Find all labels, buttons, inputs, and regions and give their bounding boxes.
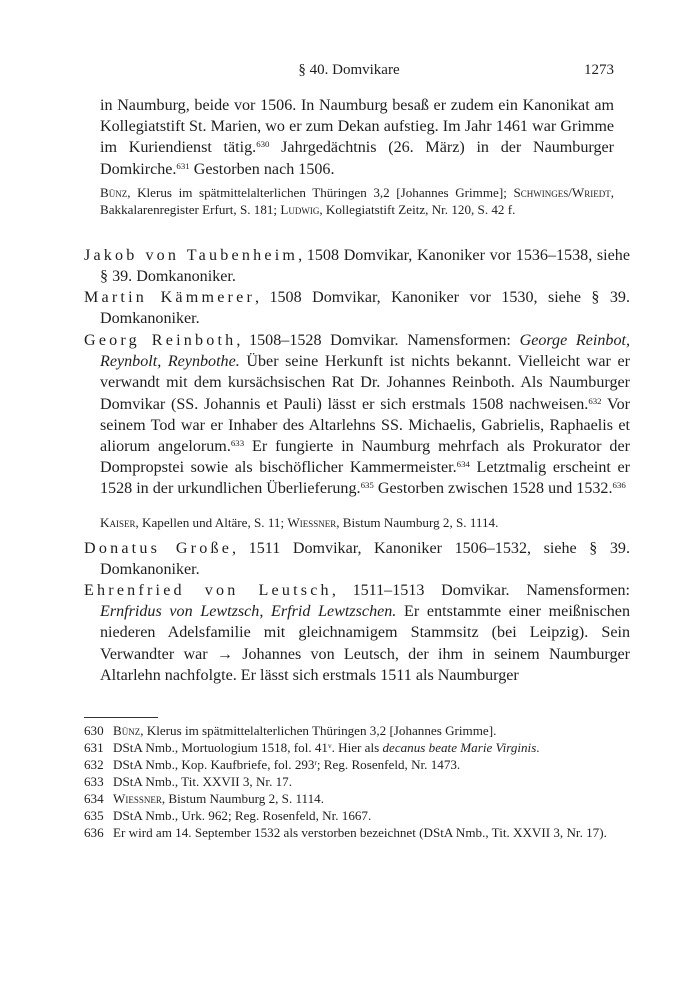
footnote-ref[interactable]: 634	[456, 459, 470, 470]
footnote: 631 DStA Nmb., Mortuologium 1518, fol. 41$^v$. Hier als decanus beate Marie Virginis.	[84, 740, 540, 755]
entry-martin-kaemmerer: Martin Kämmerer, 1508 Domvikar, Kanoniker vor 1530, siehe § 39. Domkanoniker.	[84, 289, 630, 328]
footnote-number: 635	[84, 808, 104, 823]
footnote: 633 DStA Nmb., Tit. XXVII 3, Nr. 17.	[84, 774, 292, 789]
footnote-ref[interactable]: 631	[176, 160, 190, 171]
footnote: 630 Bünz, Klerus im spätmittelalterlichen Thüringen 3,2 [Johannes Grimme].	[84, 723, 497, 738]
page-header	[84, 62, 614, 84]
entry-name: Martin Kämmerer	[84, 289, 256, 306]
footnote-divider	[84, 717, 158, 718]
footnote-number: 630	[84, 723, 104, 738]
literature-note: Bünz, Klerus im spätmittelalterlichen Thüringen 3,2 [Johannes Grimme]; Schwinges/Wriedt, Bakkalarenregister Erfurt, S. 181; Ludwig, Kollegiatstift Zeitz, Nr. 120, S. 42 f.	[100, 185, 614, 217]
footnotes	[84, 722, 614, 841]
cross-reference-arrow-icon: →	[216, 645, 233, 663]
footnote-ref[interactable]: 630	[256, 139, 270, 150]
entry-donatus-grosse: Donatus Große, 1511 Domvikar, Kanoniker 1506–1532, siehe § 39. Domkanoniker.	[84, 540, 630, 579]
running-title: § 40. Domvikare	[298, 62, 400, 78]
footnote: 636 Er wird am 14. September 1532 als verstorben bezeichnet (DStA Nmb., Tit. XXVII 3, Nr. 17).	[84, 825, 607, 840]
footnote-number: 631	[84, 740, 104, 755]
footnote-ref[interactable]: 632	[588, 395, 602, 406]
entry-jakob-von-taubenheim: Jakob von Taubenheim, 1508 Domvikar, Kanoniker vor 1536–1538, siehe § 39. Domkanoniker.	[84, 247, 630, 286]
entry-name: Ehrenfried von Leutsch	[84, 582, 332, 599]
entry-name: Jakob von Taubenheim	[84, 247, 299, 264]
footnote-number: 636	[84, 825, 104, 840]
footnote-number: 633	[84, 774, 104, 789]
entry-continuation: in Naumburg, beide vor 1506. In Naumburg besaß er zudem ein Kanonikat am Kollegiatstift St. Marien, wo er zum Dekan aufstieg. Im Jahr 1461 war Grimme im Kuriendienst tätig.$^{630}$ Jahrgedächtnis (26. März) in der Naumburger Domkirche.$^{631}$ Gestorben nach 1506.	[100, 97, 614, 178]
footnote-number: 634	[84, 791, 104, 806]
entry-name: Donatus Große	[84, 540, 233, 557]
entry-georg-reinboth: Georg Reinboth, 1508–1528 Domvikar. Namensformen: George Reinbot, Reynbolt, Reynbothe. Über seine Herkunft ist nichts bekannt. Vielleicht war er verwandt mit dem kursächsischen Rat Dr. Johannes Reinboth. Als Naumburger Domvikar (SS. Johannis et Pauli) lässt er sich erstmals 1508 nachweisen.$^{632}$ Vor seinem Tod war er Inhaber des Altarlehns SS. Michaelis, Gabrielis, Raphaelis et aliorum angelorum.$^{633}$ Er fungierte in Naumburg mehrfach als Prokurator der Dompropstei sowie als bischöflicher Kammermeister.$^{634}$ Letztmalig erscheint er 1528 in der urkundlichen Überlieferung.$^{635}$ Gestorben zwischen 1528 und 1532.$^{636}$	[84, 332, 630, 498]
footnote: 635 DStA Nmb., Urk. 962; Reg. Rosenfeld, Nr. 1667.	[84, 808, 372, 823]
entry-name: Georg Reinboth	[84, 332, 237, 349]
footnote: 632 DStA Nmb., Kop. Kaufbriefe, fol. 293$^r$; Reg. Rosenfeld, Nr. 1473.	[84, 757, 461, 772]
literature-note: Kaiser, Kapellen und Altäre, S. 11; Wiessner, Bistum Naumburg 2, S. 1114.	[100, 515, 499, 530]
footnote-ref[interactable]: 633	[230, 438, 245, 449]
footnote-ref[interactable]: 636	[612, 480, 626, 491]
footnote-number: 632	[84, 757, 104, 772]
page-number: 1273	[584, 62, 614, 78]
entry-ehrenfried-von-leutsch: Ehrenfried von Leutsch, 1511–1513 Domvikar. Namensformen: Ernfridus von Lewtzsch, Erfrid Lewtzschen. Er entstammte einer meißnischen niederen Adelsfamilie mit gleichnamigem Stammsitz (bei Leipzig). Sein Verwandter war → Johannes von Leutsch, der ihm in seinem Naumburger Altarlehn nachfolgte. Er lässt sich erstmals 1511 als Naumburger	[84, 582, 631, 684]
footnote-ref[interactable]: 635	[360, 480, 374, 491]
footnote: 634 Wiessner, Bistum Naumburg 2, S. 1114.	[84, 791, 324, 806]
